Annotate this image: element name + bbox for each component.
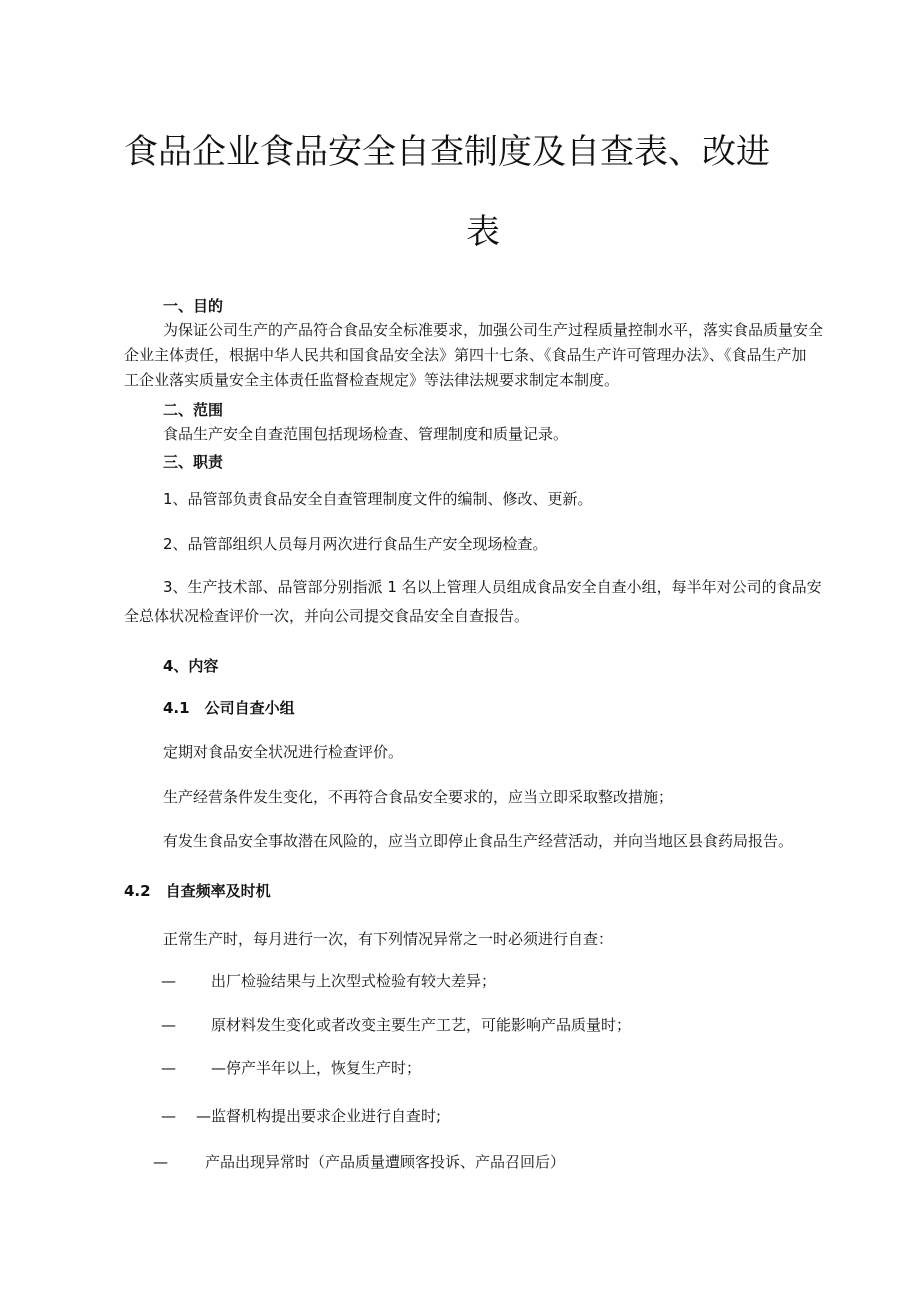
doc-title-line1: 食品企业食品安全自查制度及自查表、改进	[124, 132, 770, 172]
section1-paragraph-line1: 为保证公司生产的产品符合食品安全标准要求，加强公司生产过程质量控制水平，落实食品质量安全	[163, 321, 824, 339]
section41-heading: 4.1 公司自查小组	[163, 699, 295, 717]
section42-heading: 4.2 自查频率及时机	[124, 882, 271, 900]
section3-item1: 1、品管部负责食品安全自查管理制度文件的编制、修改、更新。	[163, 490, 593, 508]
bullet-dash: —	[161, 1059, 176, 1077]
bullet-item1: 出厂检验结果与上次型式检验有较大差异；	[211, 972, 497, 990]
section41-paragraph2: 生产经营条件发生变化，不再符合食品安全要求的，应当立即采取整改措施；	[163, 788, 674, 806]
section42-paragraph: 正常生产时，每月进行一次，有下列情况异常之一时必须进行自查：	[163, 930, 614, 948]
section41-paragraph1: 定期对食品安全状况进行检查评价。	[163, 743, 404, 761]
bullet-item3: —停产半年以上，恢复生产时；	[211, 1059, 422, 1077]
section3-item3-line1: 3、生产技术部、品管部分别指派 1 名以上管理人员组成食品安全自查小组，每半年对公司的食品安	[163, 578, 822, 596]
section1-paragraph-line3: 工企业落实质量安全主体责任监督检查规定》等法律法规要求制定本制度。	[124, 371, 620, 389]
section4-heading: 4、内容	[163, 657, 219, 675]
section3-item2: 2、品管部组织人员每月两次进行食品生产安全现场检查。	[163, 535, 548, 553]
section41-paragraph3: 有发生食品安全事故潜在风险的，应当立即停止食品生产经营活动，并向当地区县食药局报告。	[163, 832, 794, 850]
bullet-dash: —	[161, 1107, 176, 1125]
bullet-dash: —	[161, 1016, 176, 1034]
doc-title-line2: 表	[466, 212, 500, 252]
section1-paragraph-line2: 企业主体责任，根据中华人民共和国食品安全法》第四十七条、《食品生产许可管理办法》、《食品生产加	[124, 346, 807, 364]
bullet-dash: —	[153, 1153, 168, 1171]
section1-heading: 一、目的	[163, 297, 224, 315]
section2-paragraph: 食品生产安全自查范围包括现场检查、管理制度和质量记录。	[163, 425, 569, 443]
bullet-item5: 产品出现异常时（产品质量遭顾客投诉、产品召回后）	[205, 1153, 566, 1171]
bullet-item2: 原材料发生变化或者改变主要生产工艺，可能影响产品质量时；	[211, 1016, 632, 1034]
section3-item3-line2: 全总体状况检查评价一次，并向公司提交食品安全自查报告。	[124, 607, 530, 625]
bullet-item4: —监督机构提出要求企业进行自查时;	[196, 1107, 442, 1125]
section2-heading: 二、范围	[163, 401, 224, 419]
bullet-dash: —	[161, 972, 176, 990]
section3-heading: 三、职责	[163, 453, 224, 471]
